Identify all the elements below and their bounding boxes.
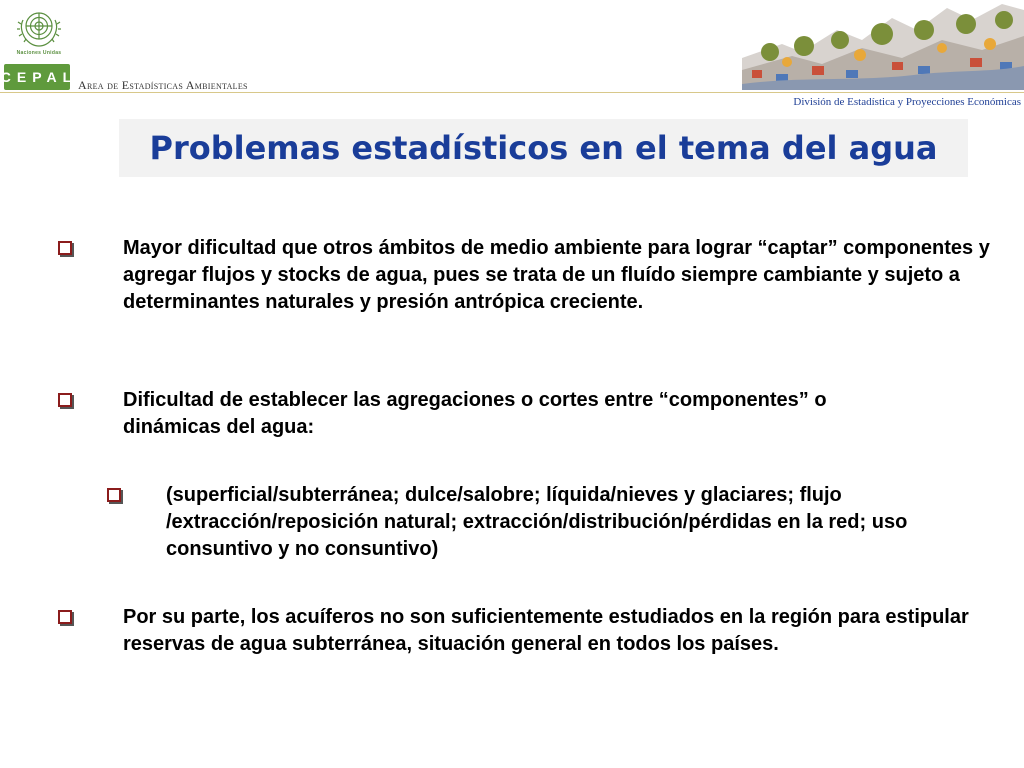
area-title: Area de Estadísticas Ambientales [78,78,248,92]
bullet-text: Por su parte, los acuíferos no son suficientemente estudiados en la región para estipular reservas de agua subterránea, situación general en todos los países. [123,606,969,655]
un-caption: Naciones Unidas [16,50,62,56]
bullet-text: Mayor dificultad que otros ámbitos de medio ambiente para lograr “captar” componentes y agregar flujos y stocks de agua, pues se trata de un fluído siempre cambiante y sujeto a determinantes naturales y presión antrópica creciente. [123,237,990,313]
bullet-text: (superficial/subterránea; dulce/salobre; líquida/nieves y glaciares; flujo /extracción/reposición natural; extracción/distribución/pérdidas en la red; uso consuntivo y no consuntivo) [166,484,908,560]
bullet-text: Dificultad de establecer las agregaciones o cortes entre “componentes” o dinámicas del agua: [123,389,827,438]
bullet-icon [107,488,121,502]
cepal-label: CEPAL [0,69,78,85]
slide-title: Problemas estadísticos en el tema del agua [149,129,938,167]
division-label: División de Estadística y Proyecciones Económicas [793,96,1021,108]
bullet-icon [58,241,72,255]
bullet-icon [58,393,72,407]
bullet-icon [58,610,72,624]
